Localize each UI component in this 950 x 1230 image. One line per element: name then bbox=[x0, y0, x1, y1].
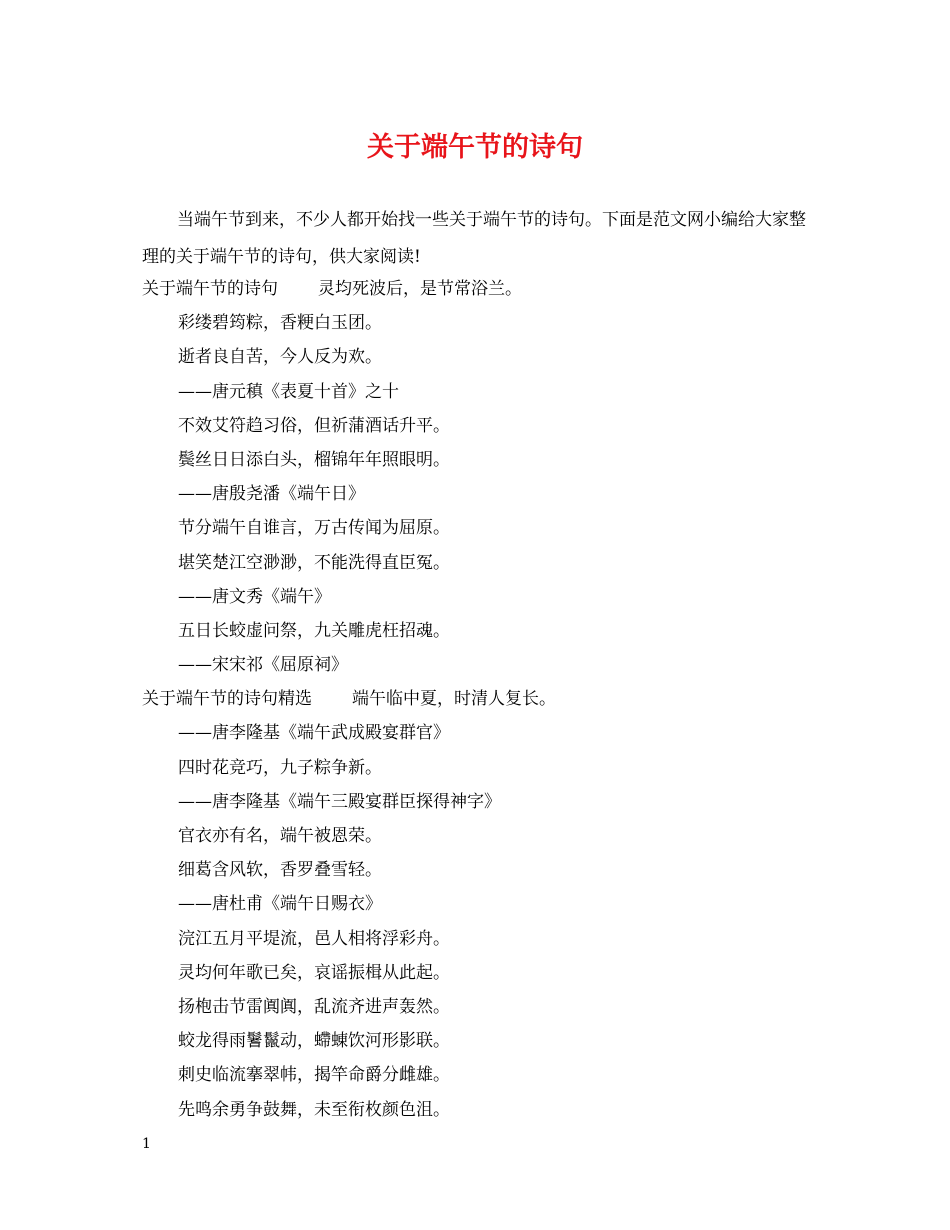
poem-line: 不效艾符趋习俗，但祈蒲酒话升平。 bbox=[178, 415, 450, 436]
section1-heading-line bbox=[142, 272, 822, 306]
poem-line: 鬓丝日日添白头，榴锦年年照眼明。 bbox=[178, 449, 450, 470]
poem-line: 端午临中夏，时清人复长。 bbox=[352, 689, 556, 710]
poem-line: 堪笑楚江空渺渺，不能洗得直臣冤。 bbox=[178, 552, 450, 573]
poem-attribution: ——唐文秀《端午》 bbox=[178, 586, 331, 607]
poem-line: 蛟龙得雨鬐鬣动，螮蝀饮河形影联。 bbox=[178, 1031, 450, 1052]
poem-line: 官衣亦有名，端午被恩荣。 bbox=[178, 826, 382, 846]
page-title: 关于端午节的诗句 bbox=[367, 132, 583, 163]
poem-line: 五日长蛟虚问祭，九关雕虎枉招魂。 bbox=[178, 620, 450, 641]
poem-line: 彩缕碧筠粽，香粳白玉团。 bbox=[178, 313, 382, 334]
page-number: 1 bbox=[142, 1136, 151, 1152]
section1-heading: 关于端午节的诗句 bbox=[142, 279, 278, 299]
poem-attribution: ——宋宋祁《屈原祠》 bbox=[178, 655, 348, 676]
poem-line: 灵均何年歌已矣，哀谣振楫从此起。 bbox=[178, 962, 450, 983]
section2-heading: 关于端午节的诗句精选 bbox=[142, 689, 312, 710]
poem-line: 刺史临流搴翠帏，揭竿命爵分雌雄。 bbox=[178, 1065, 450, 1086]
poem-attribution: ——唐元稹《表夏十首》之十 bbox=[178, 381, 399, 402]
poem-line: 先鸣余勇争鼓舞，未至衔枚颜色沮。 bbox=[178, 1099, 450, 1120]
poem-line: 浣江五月平堤流，邑人相将浮彩舟。 bbox=[178, 928, 450, 949]
poem-attribution: ——唐杜甫《端午日赐衣》 bbox=[178, 894, 382, 915]
poem-attribution: ——唐殷尧潘《端午日》 bbox=[178, 484, 365, 505]
poem-line: 四时花竞巧，九子粽争新。 bbox=[178, 757, 382, 778]
poem-attribution: ——唐李隆基《端午三殿宴群臣探得神字》 bbox=[178, 791, 501, 812]
section2-heading-line bbox=[142, 682, 822, 716]
poem-line: 节分端午自谁言，万古传闻为屈原。 bbox=[178, 518, 450, 539]
intro-paragraph: 当端午节到来，不少人都开始找一些关于端午节的诗句。下面是范文网小编给大家整理的关于端午节的诗句，供大家阅读! bbox=[142, 210, 806, 267]
poem-attribution: ——唐李隆基《端午武成殿宴群官》 bbox=[178, 723, 450, 744]
document-body bbox=[142, 202, 822, 1127]
poem-line: 细葛含风软，香罗叠雪轻。 bbox=[178, 860, 382, 881]
poem-line: 灵均死波后，是节常浴兰。 bbox=[318, 279, 522, 299]
poem-line: 逝者良自苦，今人反为欢。 bbox=[178, 347, 382, 368]
poem-line: 扬枹击节雷阗阗，乱流齐进声轰然。 bbox=[178, 996, 450, 1017]
